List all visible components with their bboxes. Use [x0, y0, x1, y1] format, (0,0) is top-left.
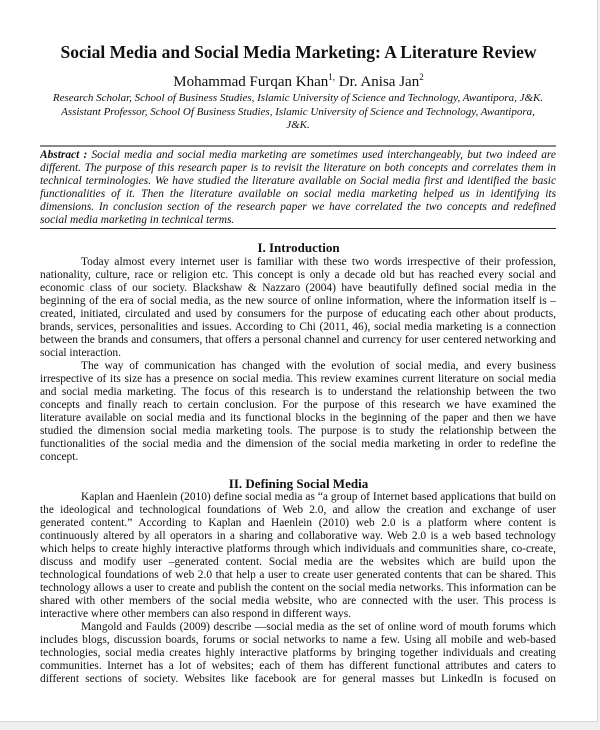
body-line: different sections of society. Websites like facebook are for general masses but LinkedIn is focused on	[40, 673, 556, 685]
body-line: The way of communication has changed with the evolution of social media, and every business	[81, 360, 556, 372]
abstract-label: Abstract :	[40, 149, 88, 161]
body-line: technologies, social media creates highly interactive platforms by bringing together individuals and creating	[40, 647, 556, 659]
body-line: shared with other members of the social media website, who are connected with the user. This process is	[40, 595, 556, 607]
body-line: irrespective of its size has a presence on social media. This review examines current literature on social media	[40, 373, 556, 385]
section-heading-introduction: I. Introduction	[257, 240, 340, 255]
body-line: concepts and finally reach to certain conclusion. For the purpose of this research we have examined the	[40, 399, 556, 411]
body-line: communities. Internet has a lot of websites; each of them has different functional attributes and caters to	[40, 660, 556, 672]
author-2: Dr. Anisa Jan	[338, 74, 420, 90]
affiliations	[40, 92, 556, 133]
body-line: created, initiated, circulated and used by consumers for the purpose of educating each other about products,	[40, 308, 556, 320]
body-line: the ideological and technological foundations of Web 2.0, and allow the creation and exchange of user	[40, 504, 556, 516]
body-line: social interaction.	[40, 347, 121, 359]
abstract-line: social media marketing in technical terms.	[40, 214, 235, 226]
body-line: studied the dimension social media marketing tools. The purpose is to study the relationship between the	[40, 425, 556, 437]
affiliation-line: Assistant Professor, School Of Business Studies, Islamic University of Science and Technology, Awantipora,	[61, 105, 535, 118]
abstract-line: functionalities of it. Then the literature available on social media marketing helped us in identifying its	[40, 188, 556, 200]
abstract-line: dimensions. In conclusion section of the research paper we have correlated the two concepts and redefined	[40, 201, 556, 213]
body-line: functionalities of the social media and the dimension of the social media marketing in order to redefine the	[40, 438, 556, 450]
body-line: between the brands and consumers, that offers a personal channel and currency for user centered networking and	[40, 334, 556, 346]
abstract-bottom-rule	[40, 228, 556, 229]
body-line: which helps to create highly interactive platforms through which individuals and communities share, co-create,	[40, 543, 556, 555]
body-line: technological foundations of web 2.0 that help a user to create user generated contents that can be shared. This	[40, 569, 556, 581]
paper-title: Social Media and Social Media Marketing: A Literature Review	[60, 42, 537, 62]
body-line: Kaplan and Haenlein (2010) define social media as “a group of Internet based applications that build on	[81, 491, 556, 503]
affiliation-line: Research Scholar, School of Business Studies, Islamic University of Science and Technology, Awantipora, J&K.	[52, 92, 544, 104]
body-line: nationality, culture, race or religion etc. This concept is only a decade old but has reached every social and	[40, 269, 556, 281]
body-line: includes blogs, discussion boards, forums or social networks to name a few. Using all mobile and web-based	[40, 634, 556, 646]
section-defining-body	[40, 491, 556, 686]
section-heading-defining-social-media: II. Defining Social Media	[228, 476, 369, 491]
section-introduction-body	[40, 256, 556, 464]
body-line: interactive where other members can also respond in different ways.	[40, 608, 352, 620]
body-line: beginning of the era of social media, as the new source of online information, where the information itself is –	[40, 295, 556, 307]
affiliation-line: J&K.	[286, 119, 310, 131]
body-line: discuss and modify user –generated content. Social media are the websites which are build upon the	[40, 556, 556, 568]
body-line: technology allows a user to create and publish the content on the social media networks. This information can be	[40, 582, 556, 594]
body-line: concept.	[40, 451, 79, 463]
body-line: economic class of our society. Blackshaw & Nazzaro (2004) have beautifully defined social media in the	[40, 282, 556, 294]
body-line: literature available on social media and its functional blocks in the beginning of the paper and then we have	[40, 412, 556, 424]
abstract-line: different. The purpose of this research paper is to revisit the literature on both concepts and correlates them in	[40, 162, 556, 174]
authors	[0, 73, 597, 91]
abstract-line	[40, 149, 556, 162]
abstract-line: technical terminologies. We have studied the literature available on Social media first and identified the basic	[40, 175, 556, 187]
abstract-line-text: Social media and social media marketing are sometimes used interchangeably, but two indeed are	[87, 149, 556, 161]
body-line: and social media marketing. The focus of this research is to understand the relationship between the two	[40, 386, 556, 398]
abstract	[40, 149, 556, 227]
abstract-top-rule	[40, 145, 556, 147]
author-1-superscript: 1,	[328, 72, 336, 82]
body-line: generated content.” According to Kaplan and Haenlein (2010) web 2.0 is a platform where content is	[40, 517, 556, 529]
body-line: Mangold and Faulds (2009) describe —social media as the set of online word of mouth forums which	[81, 621, 556, 633]
author-1: Mohammad Furqan Khan	[173, 74, 329, 90]
body-line: brands, services, personalities and issues. According to Chi (2011, 46), social media marketing is a connection	[40, 321, 556, 333]
author-2-superscript: 2	[419, 72, 424, 82]
body-line: Today almost every internet user is familiar with these two words irrespective of their profession,	[81, 256, 556, 268]
body-line: continuously altered by all operators in a sharing and collaborative way. Web 2.0 is a web based technology	[40, 530, 556, 542]
